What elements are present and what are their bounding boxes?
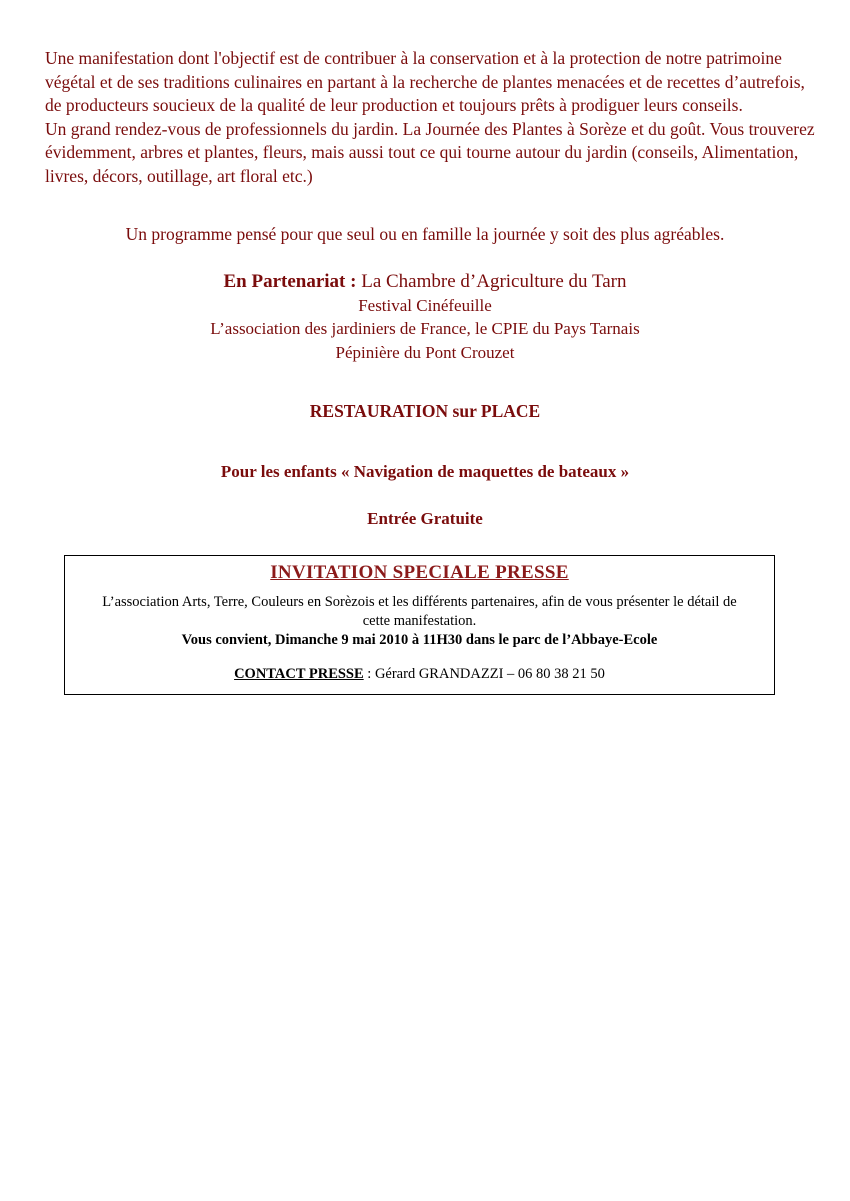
intro-text bbox=[45, 47, 815, 188]
restauration-heading: RESTAURATION sur PLACE bbox=[309, 401, 541, 421]
partner-festival: Festival Cinéfeuille bbox=[358, 295, 492, 315]
press-body: L’association Arts, Terre, Couleurs en Sorèzois et les différents partenaires, afin de vous présenter le détail de cette manifestation. bbox=[102, 594, 737, 629]
programme-line: Un programme pensé pour que seul ou en famille la journée y soit des plus agréables. bbox=[125, 224, 725, 244]
partners-block bbox=[0, 270, 850, 364]
press-title: INVITATION SPECIALE PRESSE bbox=[270, 562, 569, 583]
partner-chambre-agriculture: La Chambre d’Agriculture du Tarn bbox=[361, 271, 627, 292]
entry-free: Entrée Gratuite bbox=[367, 509, 483, 528]
press-contact bbox=[65, 666, 774, 683]
intro-paragraph-rendezvous: Un grand rendez-vous de professionnels du jardin. La Journée des Plantes à Sorèze et du goût. Vous trouverez évidemment, arbres et plantes, fleurs, mais aussi tout ce qui tourne autour du jardin (conseils, Alimentation, livres, décors, outillage, art floral etc.) bbox=[45, 118, 815, 186]
partner-pepiniere: Pépinière du Pont Crouzet bbox=[335, 342, 515, 362]
partner-jardiniers: L’association des jardiniers de France, le CPIE du Pays Tarnais bbox=[210, 319, 640, 338]
intro-paragraph-objective: Une manifestation dont l'objectif est de contribuer à la conservation et à la protection de notre patrimoine végétal et de ses traditions culinaires en partant à la recherche de plantes menacées et de recettes d’autrefois, de producteurs soucieux de la qualité de leur production et toujours prêts à prodiguer leurs conseils. bbox=[45, 48, 805, 115]
partners-label: En Partenariat : bbox=[223, 271, 357, 292]
partners-lead bbox=[0, 270, 850, 294]
press-contact-label: CONTACT PRESSE bbox=[234, 666, 364, 682]
press-invitation-box bbox=[64, 555, 775, 695]
press-contact-value: : Gérard GRANDAZZI – 06 80 38 21 50 bbox=[363, 666, 605, 682]
kids-activity: Pour les enfants « Navigation de maquettes de bateaux » bbox=[220, 462, 630, 481]
press-convene: Vous convient, Dimanche 9 mai 2010 à 11H30 dans le parc de l’Abbaye-Ecole bbox=[181, 632, 658, 648]
